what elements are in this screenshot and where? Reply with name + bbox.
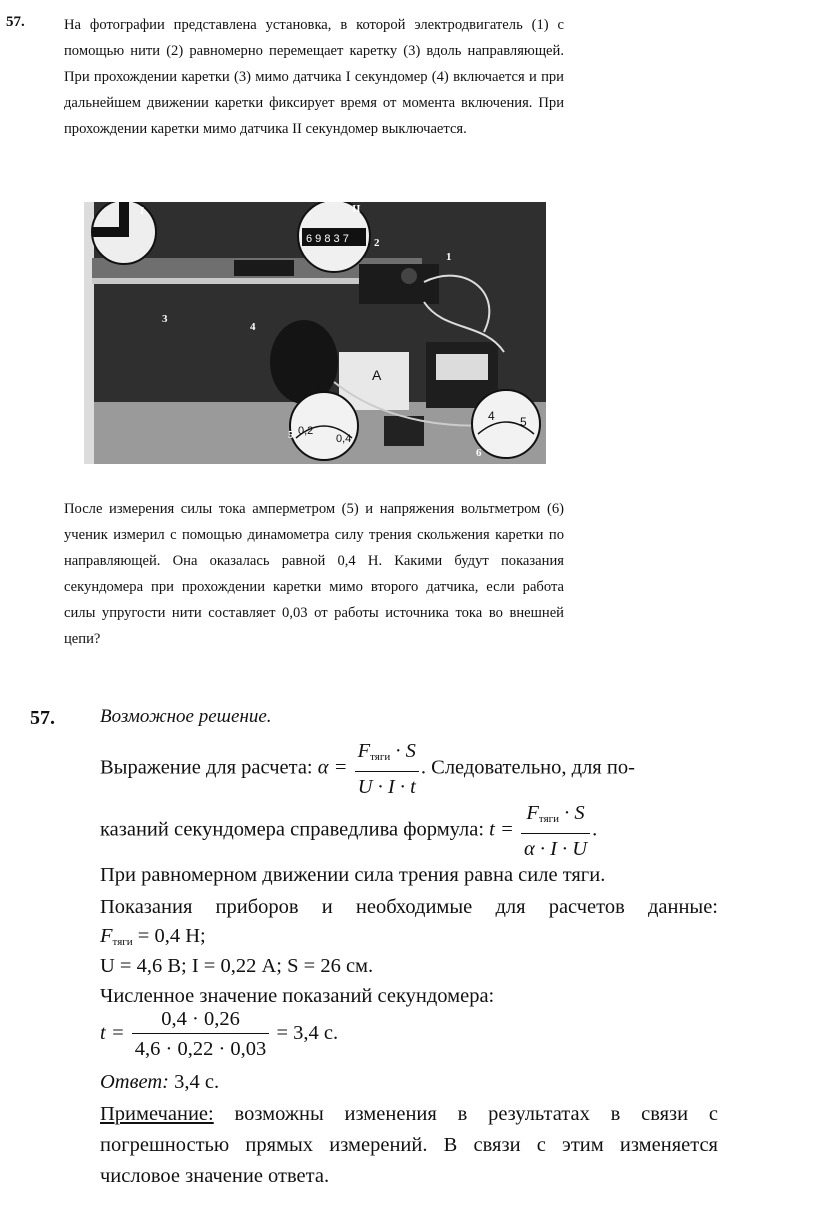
photo-label-4: 4 <box>250 321 256 333</box>
calc-den: 4,6 · 0,22 · 0,03 <box>134 1038 267 1061</box>
scale-left-1: 0,4 <box>336 433 352 445</box>
formula-period: . <box>592 818 598 841</box>
timer-digits: 6 9 8 3 7 <box>306 233 349 245</box>
f2-den: α · I · U <box>523 838 588 860</box>
f2-rest: · S <box>564 802 585 824</box>
note-paragraph <box>100 1099 718 1192</box>
answer-line <box>100 1068 718 1096</box>
expression-line <box>100 738 718 800</box>
force-line <box>100 922 718 956</box>
f1-rest: · S <box>395 740 416 762</box>
note-label: Примечание: <box>100 1103 214 1125</box>
time-fraction <box>521 800 590 862</box>
data-line: Показания приборов и необходимые для расчетов данные: <box>100 896 718 918</box>
formula-prefix: казаний секундомера справедлива формула: <box>100 818 485 841</box>
calc-fraction <box>132 1006 270 1062</box>
f1-F: F <box>357 740 371 762</box>
force-sub: тяги <box>112 936 133 948</box>
setup-photo <box>84 202 546 464</box>
calc-result: = 3,4 с. <box>276 1022 339 1044</box>
calc-num: 0,4 · 0,26 <box>132 1006 270 1034</box>
f2-sub: тяги <box>538 813 560 825</box>
scale-right-1: 5 <box>520 415 527 429</box>
photo-label-3: 3 <box>162 313 168 325</box>
problem-question: После измерения силы тока амперметром (5) и напряжения вольтметром (6) ученик измерил с помощью динамометра силу трения скольжения каретки по направляющей. Она оказалась равной 0,4 Н. Какими будут показания секундомера при прохождении каретки мимо второго датчика, если работа силы упругости нити составляет 0,03 от работы источника тока во внешней цепи? <box>64 501 564 647</box>
photo-label-II: II <box>352 203 361 215</box>
answer-value: 3,4 с. <box>168 1071 220 1093</box>
scale-right-0: 4 <box>488 409 495 423</box>
scale-left-0: 0,2 <box>298 425 314 437</box>
solution-heading: Возможное решение. <box>100 706 272 727</box>
note-text: возможны изменения в результатах в связи с погрешностью прямых измерений. В связи с этим изменяется числовое значение ответа. <box>100 1103 718 1187</box>
photo-label-I: I <box>140 205 145 217</box>
expr-suffix: . Следовательно, для по- <box>420 756 635 779</box>
calculation-line <box>100 1006 718 1062</box>
expr-prefix: Выражение для расчета: <box>100 756 313 779</box>
uniform-motion-line: При равномерном движении сила трения равна силе тяги. <box>100 864 606 886</box>
force-value: = 0,4 Н; <box>132 925 206 947</box>
photo-label-5: 5 <box>288 429 294 441</box>
force-F: F <box>100 925 113 947</box>
problem-intro: На фотографии представлена установка, в которой электродвигатель (1) с помощью нити (2) равномерно перемещает каретку (3) вдоль направляющей. При прохождении каретки (3) мимо датчика I секундомер (4) включается и при дальнейшем движении каретки фиксирует время от момента включения. При прохождении каретки мимо датчика II секундомер выключается. <box>64 17 564 137</box>
motor <box>359 264 439 304</box>
solution-number: 57. <box>30 707 55 729</box>
photo-label-2: 2 <box>374 237 380 249</box>
f1-sub: тяги <box>370 751 391 763</box>
voltmeter-scale-zoom <box>472 390 540 458</box>
setup-photo-drawing <box>84 202 546 464</box>
carriage <box>234 260 294 276</box>
formula-line <box>100 800 718 862</box>
f2-F: F <box>526 802 539 824</box>
svg-text:A: A <box>372 367 382 383</box>
calc-t: t = <box>100 1022 125 1044</box>
problem-number: 57. <box>6 14 25 30</box>
t-symbol: t = <box>489 818 514 841</box>
numeric-label: Численное значение показаний секундомера: <box>100 985 495 1007</box>
answer-label: Ответ: <box>100 1071 169 1093</box>
photo-label-1: 1 <box>446 251 452 263</box>
alpha-symbol: α = <box>317 756 348 779</box>
photo-label-6: 6 <box>476 447 482 459</box>
measurements-line: U = 4,6 В; I = 0,22 А; S = 26 см. <box>100 955 374 977</box>
f1-den: U · I · t <box>357 776 416 798</box>
efficiency-fraction <box>355 738 419 800</box>
